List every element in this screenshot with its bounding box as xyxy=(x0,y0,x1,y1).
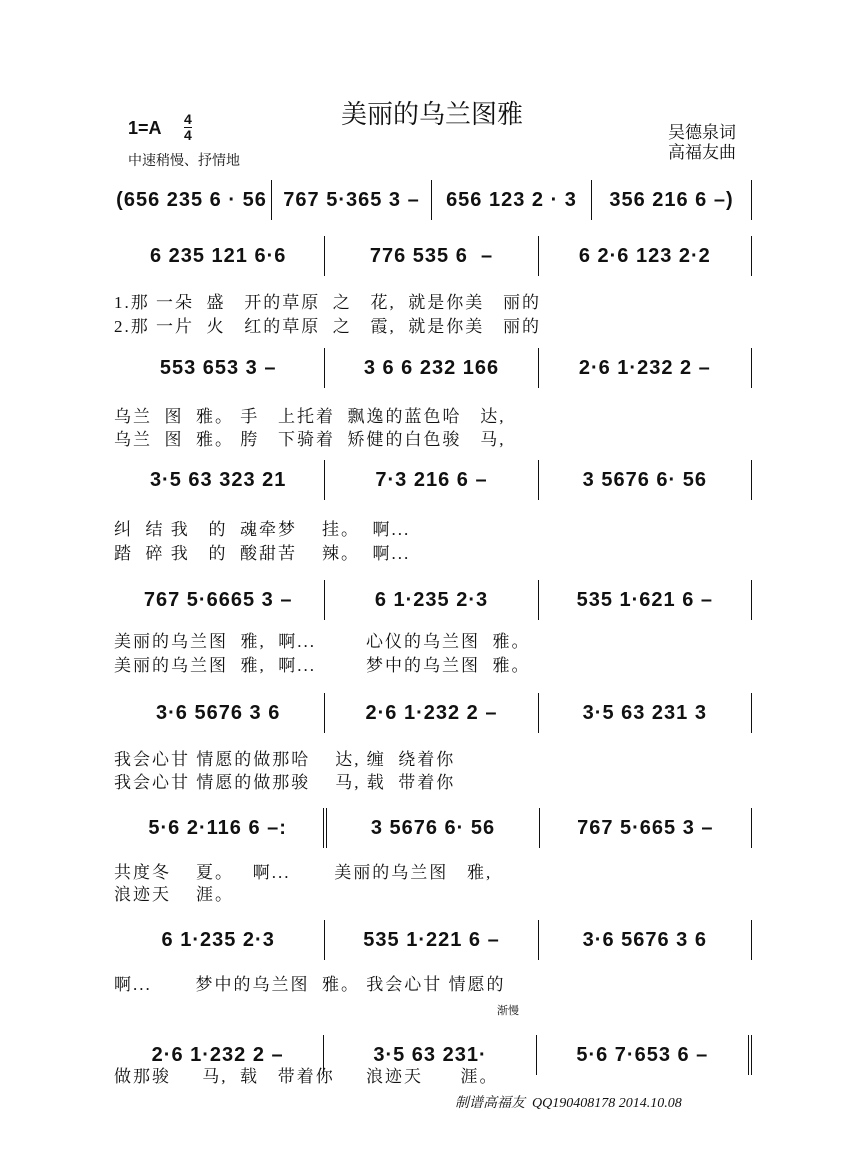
song-title: 美丽的乌兰图雅 xyxy=(340,100,523,129)
staff-system xyxy=(112,460,752,500)
time-top: 4 xyxy=(184,111,192,127)
measure: (656 235 6 · 56 xyxy=(112,180,272,220)
measure: 2·6 1·232 2 – xyxy=(539,348,752,388)
lyric-line: 2.那 一片 火 红的草原 之 霞, 就是你美 丽的 xyxy=(114,317,541,336)
measure: 5·6 2·116 6 –: xyxy=(112,808,327,848)
measure: 535 1·621 6 – xyxy=(539,580,752,620)
lyric-line: 美丽的乌兰图 雅, 啊... 心仪的乌兰图 雅。 xyxy=(114,632,531,651)
staff-system xyxy=(112,580,752,620)
staff-system xyxy=(112,693,752,733)
staff-system xyxy=(112,348,752,388)
lyric-line: 我会心甘 情愿的做那骏 马, 载 带着你 xyxy=(114,773,456,792)
lyricist: 吴德泉词 xyxy=(668,123,736,142)
staff-system xyxy=(112,236,752,276)
measure: 7·3 216 6 – xyxy=(325,460,538,500)
measure: 553 653 3 – xyxy=(112,348,325,388)
lyric-line: 共度冬 夏。 啊... 美丽的乌兰图 雅, xyxy=(114,863,493,882)
tempo-marking: 中速稍慢、抒情地 xyxy=(128,152,240,168)
measure: 3·5 63 323 21 xyxy=(112,460,325,500)
measure: 3·6 5676 3 6 xyxy=(539,920,752,960)
lyric-line: 乌兰 图 雅。 胯 下骑着 矫健的白色骏 马, xyxy=(114,430,506,449)
measure: 767 5·6665 3 – xyxy=(112,580,325,620)
measure: 3·5 63 231 3 xyxy=(539,693,752,733)
measure: 2·6 1·232 2 – xyxy=(325,693,538,733)
measure: 656 123 2 · 3 xyxy=(432,180,592,220)
footer-credit: 制谱高福友 QQ190408178 2014.10.08 xyxy=(455,1096,682,1111)
measure: 767 5·365 3 – xyxy=(272,180,432,220)
lyric-line: 乌兰 图 雅。 手 上托着 飘逸的蓝色哈 达, xyxy=(114,407,506,426)
key-signature: 1=A xyxy=(128,118,162,138)
lyric-line: 美丽的乌兰图 雅, 啊... 梦中的乌兰图 雅。 xyxy=(114,656,531,675)
ritardando-mark: 渐慢 xyxy=(497,1005,519,1017)
measure: 3 6 6 232 166 xyxy=(325,348,538,388)
measure: 6 1·235 2·3 xyxy=(325,580,538,620)
lyric-line: 踏 碎 我 的 酸甜苦 辣。 啊... xyxy=(114,544,411,563)
lyric-line: 1.那 一朵 盛 开的草原 之 花, 就是你美 丽的 xyxy=(114,293,541,312)
measure: 535 1·221 6 – xyxy=(325,920,538,960)
composer: 高福友曲 xyxy=(668,143,736,162)
measure: 776 535 6 – xyxy=(325,236,538,276)
measure: 6 1·235 2·3 xyxy=(112,920,325,960)
measure: 6 235 121 6·6 xyxy=(112,236,325,276)
measure: 3·5 63 231· xyxy=(324,1035,536,1075)
lyric-line: 浪迹天 涯。 xyxy=(114,885,234,904)
measure: 356 216 6 –) xyxy=(592,180,752,220)
measure: 2·6 1·232 2 – xyxy=(112,1035,324,1075)
measure: 3 5676 6· 56 xyxy=(539,460,752,500)
lyric-line: 啊... 梦中的乌兰图 雅。 我会心甘 情愿的 xyxy=(114,975,506,994)
measure: 5·6 7·653 6 – xyxy=(537,1035,752,1075)
measure: 767 5·665 3 – xyxy=(540,808,752,848)
staff-system xyxy=(112,180,752,220)
lyric-line: 纠 结 我 的 魂牵梦 挂。 啊... xyxy=(114,520,411,539)
measure: 6 2·6 123 2·2 xyxy=(539,236,752,276)
measure: 3·6 5676 3 6 xyxy=(112,693,325,733)
staff-system xyxy=(112,808,752,848)
staff-system xyxy=(112,920,752,960)
measure: 3 5676 6· 56 xyxy=(327,808,539,848)
time-bottom: 4 xyxy=(184,127,192,143)
lyric-line: 我会心甘 情愿的做那哈 达, 缠 绕着你 xyxy=(114,750,456,769)
lyric-line: 做那骏 马, 载 带着你 浪迹天 涯。 xyxy=(114,1067,499,1086)
time-signature xyxy=(184,112,192,143)
